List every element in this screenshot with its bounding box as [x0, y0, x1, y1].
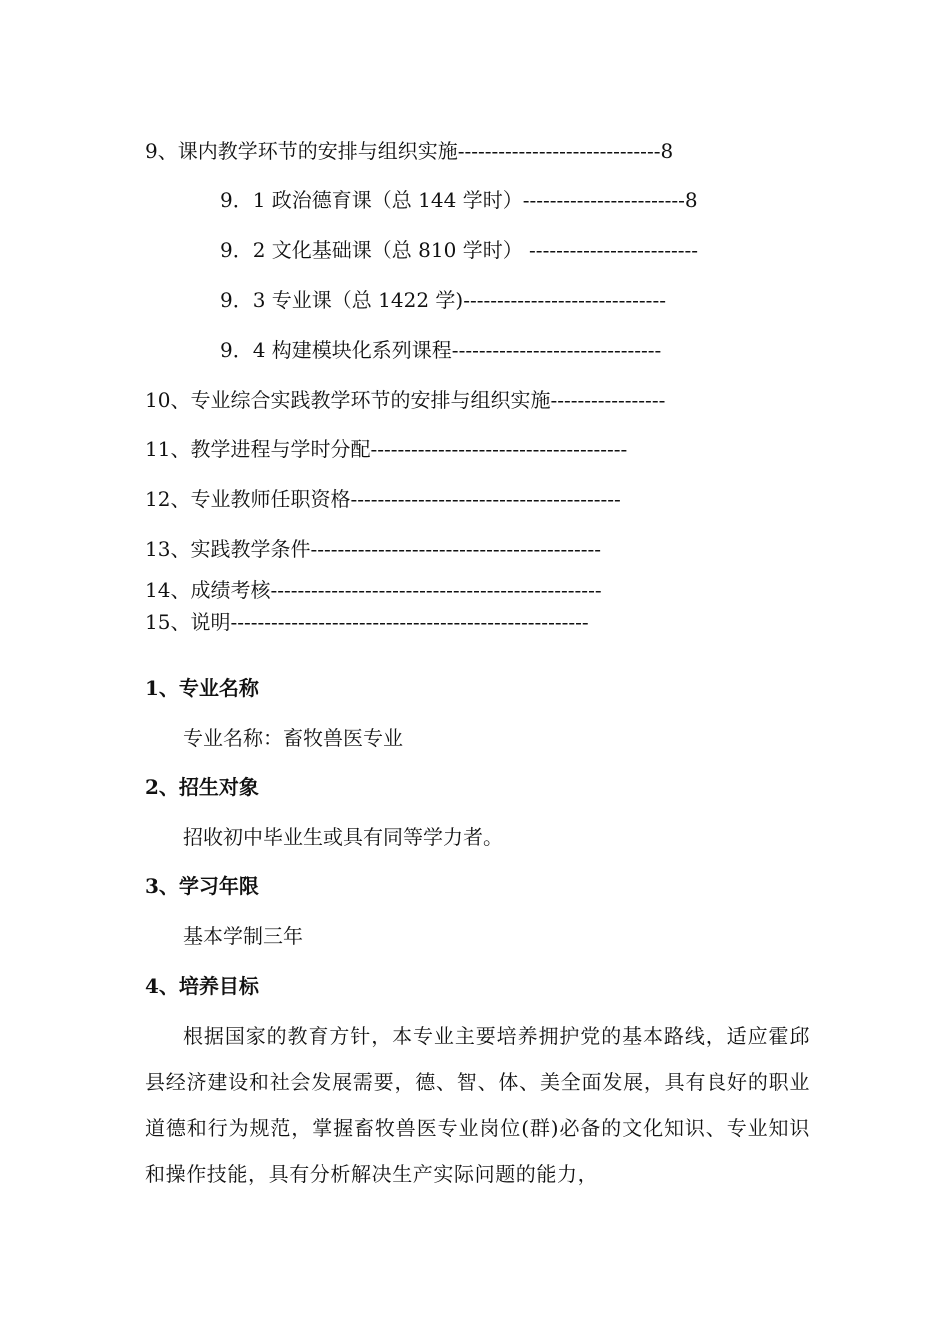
- section-heading-2: 2、招生对象: [145, 775, 259, 799]
- toc-entry-9-4: 9．4 构建模块化系列课程-------------------------------: [220, 338, 662, 362]
- toc-entry-12: 12、专业教师任职资格----------------------------------------: [145, 487, 621, 511]
- section-body-2: 招收初中毕业生或具有同等学力者。: [183, 825, 503, 849]
- toc-entry-11: 11、教学进程与学时分配--------------------------------------: [145, 437, 628, 461]
- section-heading-1: 1、专业名称: [145, 676, 259, 700]
- toc-entry-10: 10、专业综合实践教学环节的安排与组织实施-----------------: [145, 388, 666, 412]
- toc-entry-14: 14、成绩考核-------------------------------------------------: [145, 578, 602, 602]
- toc-entry-13: 13、实践教学条件-------------------------------------------: [145, 537, 602, 561]
- section-heading-3: 3、学习年限: [145, 874, 259, 898]
- toc-entry-9: 9、课内教学环节的安排与组织实施------------------------------8: [145, 139, 674, 163]
- section-body-3: 基本学制三年: [183, 924, 303, 948]
- toc-entry-9-2: 9．2 文化基础课（总 810 学时） -------------------------: [220, 238, 698, 262]
- toc-entry-9-3: 9．3 专业课（总 1422 学)------------------------------: [220, 288, 666, 312]
- section-body-1: 专业名称：畜牧兽医专业: [183, 726, 403, 750]
- toc-entry-9-1: 9．1 政治德育课（总 144 学时）------------------------8: [220, 188, 698, 212]
- toc-entry-15: 15、说明-----------------------------------------------------: [145, 610, 589, 634]
- section-heading-4: 4、培养目标: [145, 974, 259, 998]
- section-body-4: 根据国家的教育方针，本专业主要培养拥护党的基本路线，适应霍邱县经济建设和社会发展需要，德、智、体、美全面发展，具有良好的职业道德和行为规范，掌握畜牧兽医专业岗位(群)必备的文化知识、专业知识和操作技能，具有分析解决生产实际问题的能力，: [145, 1024, 810, 1186]
